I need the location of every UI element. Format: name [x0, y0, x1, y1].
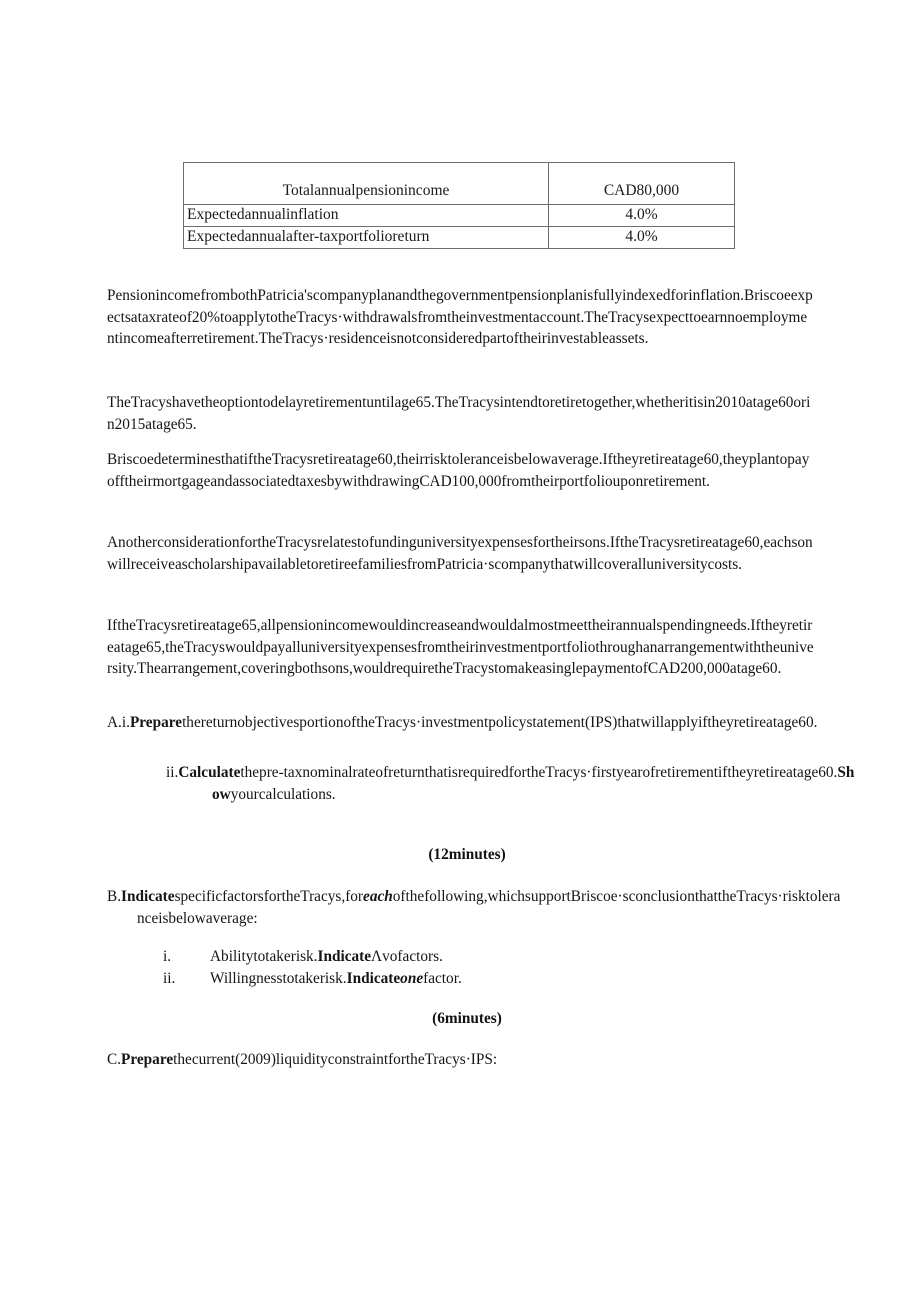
minutes-marker-b: (6minutes): [432, 1010, 502, 1027]
paragraph-retirement-options: TheTracyshavetheoptiontodelayretirementuntilage65.TheTracysintendtoretiretogether,whetheritisin2010atage60orin2015atage65.: [107, 394, 811, 433]
question-a-i: [107, 712, 919, 734]
list-item-marker: i.: [163, 948, 172, 965]
list-item-command: Indicate: [317, 948, 372, 965]
question-b: [107, 886, 844, 929]
table-row: [184, 163, 735, 205]
list-item-emphasis: one: [400, 969, 424, 987]
table-row: [184, 227, 735, 249]
question-b-emphasis: each: [363, 888, 393, 905]
list-item-text-part2: factor.: [423, 969, 462, 987]
table-cell-label: Expectedannualafter-taxportfolioreturn: [184, 227, 549, 249]
question-c-marker: C.: [107, 1051, 122, 1068]
question-b-sublist: [107, 946, 814, 989]
paragraph-university-expenses: AnotherconsiderationfortheTracysrelatestofundinguniversityexpensesfortheirsons.IftheTracysretireatage60,eachsonwillreceiveascholarshipavailabletoretireefamiliesfromPatricia·scompanythatwillcoveralluniversitycosts.: [107, 534, 813, 573]
list-item-text-part1: Willingnesstotakerisk.: [210, 969, 347, 987]
question-a-i-marker: A.i.: [107, 714, 130, 731]
list-item: [107, 968, 814, 990]
question-c: [107, 1049, 814, 1071]
question-a-ii-command: Calculate: [178, 764, 241, 781]
table-row: [184, 205, 735, 227]
question-a-ii-text-part2: yourcalculations.: [230, 785, 336, 803]
table-cell-value: 4.0%: [549, 227, 735, 249]
list-item-text: [210, 946, 814, 968]
financial-assumptions-table: [183, 162, 735, 249]
question-a-i-text: thereturnobjectivesportionoftheTracys·investmentpolicystatement(IPS)thatwillapplyiftheyretireatage60.: [182, 714, 818, 731]
list-item-marker: ii.: [163, 969, 176, 987]
list-item: [107, 946, 814, 968]
question-b-command: Indicate: [121, 888, 175, 905]
question-a-ii: [166, 762, 860, 805]
question-a-ii-marker: ii.: [166, 764, 179, 781]
question-a-ii-text-part1: thepre-taxnominalrateofreturnthatisrequiredfortheTracys·firstyearofretirementiftheyretireatage60.: [240, 764, 838, 781]
question-b-text-part1: specificfactorsfortheTracys,for: [174, 888, 364, 905]
question-a-ii-command2: Show: [212, 764, 855, 803]
list-item-text: [210, 968, 814, 990]
question-b-text-part2: ofthefollowing,whichsupportBriscoe·sconclusionthattheTracys·risktoleranceisbelowaverage:: [137, 888, 841, 927]
question-a-i-command: Prepare: [129, 714, 183, 731]
list-item-text-part1: Abilitytotakerisk.: [210, 948, 318, 965]
question-c-text: thecurrent(2009)liquidityconstraintfortheTracys·IPS:: [173, 1051, 498, 1068]
table-cell-value: 4.0%: [549, 205, 735, 227]
table-cell-label: Expectedannualinflation: [184, 205, 549, 227]
list-item-text-part2: Λvofactors.: [371, 948, 443, 965]
table-cell-value: CAD80,000: [549, 163, 735, 205]
table-cell-label: Totalannualpensionincome: [184, 163, 549, 205]
paragraph-risk-tolerance: BriscoedeterminesthatiftheTracysretireatage60,theirrisktoleranceisbelowaverage.Iftheyretireatage60,theyplantopayofftheirmortgageandassociatedtaxesbywithdrawingCAD100,000fromtheirportfoliouponretirement.: [107, 451, 810, 490]
question-c-command: Prepare: [121, 1051, 174, 1068]
question-b-marker: B.: [107, 888, 122, 905]
paragraph-pension-income: PensionincomefrombothPatricia'scompanyplanandthegovernmentpensionplanisfullyindexedforinflation.Briscoeexpectsataxrateof20%toapplytotheTracys·withdrawalsfromtheinvestmentaccount.TheTracysexpecttoearnnoemploymentincomeafterretirement.TheTracys·residenceisnotconsideredpartoftheirinvestableassets.: [107, 287, 813, 348]
list-item-command: Indicate: [346, 969, 401, 987]
minutes-marker-a: (12minutes): [428, 846, 506, 863]
paragraph-retire-at-65: IftheTracysretireatage65,allpensionincomewouldincreaseandwouldalmostmeettheirannualspendingneeds.Iftheyretireatage65,theTracyswouldpayalluniversityexpensesfromtheirinvestmentportfoliothroughanarrangementwiththeuniversity.Thearrangement,coveringbothsons,wouldrequiretheTracystomakeasinglepaymentofCAD200,000atage60.: [107, 617, 814, 678]
